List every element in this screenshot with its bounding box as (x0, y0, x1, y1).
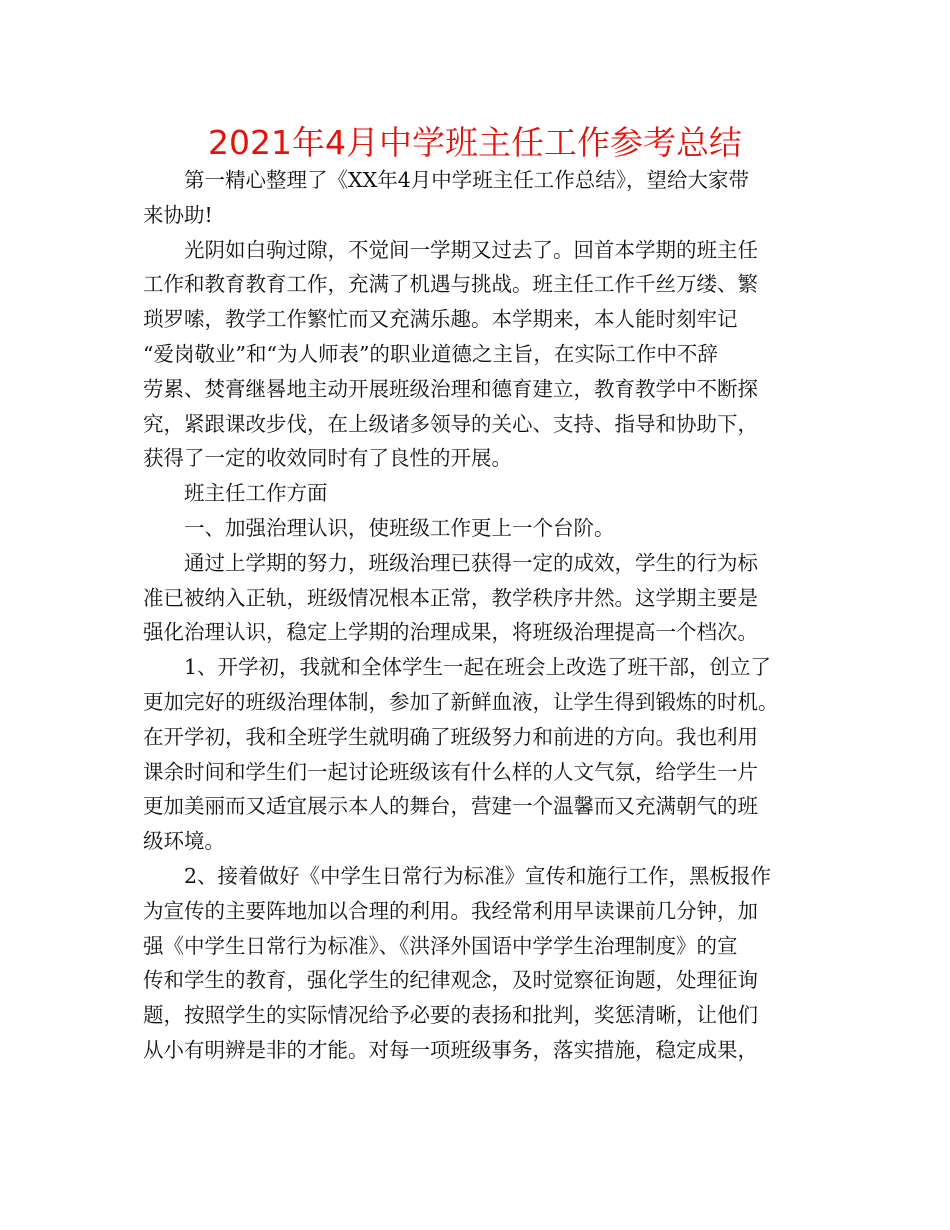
paragraph-line: 工作和教育教育工作，充满了机遇与挑战。班主任工作千丝万缕、繁 (143, 272, 758, 297)
paragraph-line: 2、接着做好《中学生日常行为标准》宣传和施行工作，黑板报作 (184, 863, 772, 888)
paragraph (143, 859, 823, 1068)
paragraph-line: 一、加强治理认识，使班级工作更上一个台阶。 (184, 515, 615, 540)
paragraph-line: “爱岗敬业”和“为人师表”的职业道德之主旨，在实际工作中不辞 (143, 341, 718, 366)
paragraph-line: 级环境。 (143, 829, 225, 854)
paragraph-line: 在开学初，我和全班学生就明确了班级努力和前进的方向。我也利用 (143, 724, 758, 749)
paragraph-line: 更加美丽而又适宜展示本人的舞台，营建一个温馨而又充满朝气的班 (143, 794, 758, 819)
paragraph-line: 强化治理认识，稳定上学期的治理成果，将班级治理提高一个档次。 (143, 620, 758, 645)
paragraph-line: 1、开学初，我就和全体学生一起在班会上改选了班干部，创立了 (184, 655, 772, 680)
document-body (143, 163, 823, 1068)
paragraph-line: 劳累、焚膏继晷地主动开展班级治理和德育建立，教育教学中不断探 (143, 376, 758, 401)
paragraph-line: 强《中学生日常行为标准》、《洪泽外国语中学学生治理制度》的宣 (143, 933, 738, 958)
document-title: 2021年4月中学班主任工作参考总结 (208, 123, 742, 162)
paragraph-line: 光阴如白驹过隙，不觉间一学期又过去了。回首本学期的班主任 (184, 237, 758, 262)
paragraph-line: 准已被纳入正轨，班级情况根本正常，教学秩序井然。这学期主要是 (143, 585, 758, 610)
paragraph-line: 为宣传的主要阵地加以合理的利用。我经常利用早读课前几分钟，加 (143, 898, 758, 923)
paragraph-line: 课余时间和学生们一起讨论班级该有什么样的人文气氛，给学生一片 (143, 759, 758, 784)
paragraph (143, 233, 823, 477)
paragraph-line: 来协助! (143, 202, 213, 227)
paragraph (143, 163, 823, 233)
paragraph (143, 476, 823, 511)
paragraph-line: 究，紧跟课改步伐，在上级诸多领导的关心、支持、指导和协助下， (143, 411, 758, 436)
paragraph-line: 更加完好的班级治理体制，参加了新鲜血液，让学生得到锻炼的时机。 (143, 689, 779, 714)
paragraph-line: 传和学生的教育，强化学生的纪律观念，及时觉察征询题，处理征询 (143, 968, 758, 993)
paragraph-line: 通过上学期的努力，班级治理已获得一定的成效，学生的行为标 (184, 550, 758, 575)
paragraph-line: 琐罗嗦，教学工作繁忙而又充满乐趣。本学期来，本人能时刻牢记 (143, 307, 738, 332)
paragraph-line: 第一精心整理了《XX年4月中学班主任工作总结》，望给大家带 (184, 168, 749, 192)
paragraph (143, 546, 823, 650)
paragraph-line: 获得了一定的收效同时有了良性的开展。 (143, 446, 512, 471)
paragraph (143, 650, 823, 859)
paragraph-line: 题，按照学生的实际情况给予必要的表扬和批判，奖惩清晰，让他们 (143, 1003, 758, 1028)
paragraph (143, 511, 823, 546)
paragraph-line: 班主任工作方面 (184, 481, 328, 506)
paragraph-line: 从小有明辨是非的才能。对每一项班级事务，落实措施，稳定成果， (143, 1037, 758, 1062)
